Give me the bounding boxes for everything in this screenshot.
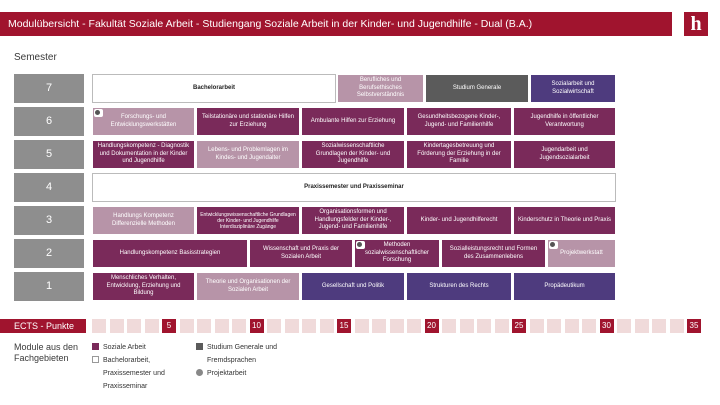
- module-stationaere-hilfen[interactable]: Teilstationäre und stationäre Hilfen zur Erziehung: [196, 107, 300, 136]
- legend-projektarbeit: [196, 367, 296, 380]
- legend-label: Projektarbeit: [207, 370, 247, 377]
- ects-box: [390, 319, 404, 333]
- ects-box: [127, 319, 141, 333]
- module-studium-generale[interactable]: Studium Generale: [425, 74, 529, 103]
- module-forschungswerkstaetten[interactable]: Forschungs- und Entwicklungswerkstätten: [92, 107, 195, 136]
- ects-box: [495, 319, 509, 333]
- module-organisationsformen[interactable]: Organisationsformen und Handlungsfelder der Kinder-, Jugend- und Familienhilfe: [301, 206, 405, 235]
- semester-label: Semester: [14, 52, 57, 63]
- legend-label: Studium Generale und Fremdsprachen: [207, 344, 278, 364]
- module-kinderschutz[interactable]: Kinderschutz in Theorie und Praxis: [513, 206, 616, 235]
- module-bachelorarbeit[interactable]: Bachelorarbeit: [92, 74, 336, 103]
- legend-swatch: [196, 343, 203, 350]
- ects-box: [267, 319, 281, 333]
- module-gesellschaft-politik[interactable]: Gesellschaft und Politik: [301, 272, 405, 301]
- projektarbeit-icon: [356, 241, 365, 249]
- ects-box: [320, 319, 334, 333]
- projektarbeit-icon: [549, 241, 558, 249]
- module-entwicklungswissenschaft[interactable]: Entwicklungswissenschaftliche Grundlagen der Kinder- und Jugendhilfe Interdisziplinäre Zugänge: [196, 206, 300, 235]
- semester-4: 4: [14, 173, 84, 202]
- module-diagnostik-dokumentation[interactable]: Handlungskompetenz - Diagnostik und Dokumentation in der Kinder und Jugendhilfe: [92, 140, 195, 169]
- ects-mark: 15: [337, 319, 351, 333]
- legend-label: Soziale Arbeit: [103, 344, 146, 351]
- ects-mark: 30: [600, 319, 614, 333]
- semester-1: 1: [14, 272, 84, 301]
- ects-box: [110, 319, 124, 333]
- module-praxissemester[interactable]: Praxissemester und Praxisseminar: [92, 173, 616, 202]
- legend-bachelor-praxis: [92, 354, 183, 393]
- ects-box: [215, 319, 229, 333]
- ects-box: [407, 319, 421, 333]
- ects-label: ECTS - Punkte: [0, 319, 86, 333]
- module-sozialleistungsrecht[interactable]: Sozialleistungsrecht und Formen des Zusammenlebens: [441, 239, 546, 268]
- module-jugendhilfe-oeffentlich[interactable]: Jugendhilfe in öffentlicher Verantwortung: [513, 107, 616, 136]
- semester-2: 2: [14, 239, 84, 268]
- ects-box: [197, 319, 211, 333]
- ects-box: [145, 319, 159, 333]
- module-sozialwiss-grundlagen[interactable]: Sozialwissenschaftliche Grundlagen der Kinder- und Jugendhilfe: [301, 140, 405, 169]
- semester-5: 5: [14, 140, 84, 169]
- ects-box: [285, 319, 299, 333]
- ects-box: [477, 319, 491, 333]
- ects-mark: 10: [250, 319, 264, 333]
- ects-box: [652, 319, 666, 333]
- semester-3: 3: [14, 206, 84, 235]
- ects-mark: 20: [425, 319, 439, 333]
- module-kindertagesbetreuung[interactable]: Kindertagesbetreuung und Förderung der Erziehung in der Familie: [406, 140, 512, 169]
- legend-swatch: [92, 343, 99, 350]
- ects-box: [670, 319, 684, 333]
- module-wissenschaft-praxis[interactable]: Wissenschaft und Praxis der Sozialen Arbeit: [249, 239, 353, 268]
- ects-mark: 35: [687, 319, 701, 333]
- ects-box: [442, 319, 456, 333]
- module-berufliches-selbstverstaendnis[interactable]: Berufliches und Berufsethisches Selbstverständnis: [337, 74, 424, 103]
- logo-icon: h: [684, 12, 708, 36]
- ects-mark: 5: [162, 319, 176, 333]
- legend-soziale-arbeit: [92, 341, 192, 354]
- ects-box: [617, 319, 631, 333]
- legend-swatch: [92, 356, 99, 363]
- ects-box: [92, 319, 106, 333]
- module-propaedeutikum[interactable]: Propädeutikum: [513, 272, 616, 301]
- ects-box: [530, 319, 544, 333]
- module-menschliches-verhalten[interactable]: Menschliches Verhalten, Entwicklung, Erziehung und Bildung: [92, 272, 195, 301]
- module-gesundheitsbezogene-hilfe[interactable]: Gesundheitsbezogene Kinder-, Jugend- und Familienhilfe: [406, 107, 512, 136]
- module-forschungsmethoden[interactable]: Methoden sozialwissenschaftlicher Forschung: [354, 239, 440, 268]
- ects-box: [232, 319, 246, 333]
- ects-box: [460, 319, 474, 333]
- module-strukturen-recht[interactable]: Strukturen des Rechts: [406, 272, 512, 301]
- module-lebens-problemlagen[interactable]: Lebens- und Problemlagen im Kindes- und Jugendalter: [196, 140, 300, 169]
- module-projektwerkstatt[interactable]: Projektwerkstatt: [547, 239, 616, 268]
- semester-6: 6: [14, 107, 84, 136]
- ects-mark: 25: [512, 319, 526, 333]
- module-differenzielle-methoden[interactable]: Handlungs Kompetenz Differenzielle Methoden: [92, 206, 195, 235]
- ects-box: [547, 319, 561, 333]
- legend-studium-generale: [196, 341, 307, 367]
- module-theorie-organisationen[interactable]: Theorie und Organisationen der Sozialen Arbeit: [196, 272, 300, 301]
- module-basisstrategien[interactable]: Handlungskompetenz Basisstrategien: [92, 239, 248, 268]
- page-header: Modulübersicht - Fakultät Soziale Arbeit - Studiengang Soziale Arbeit in der Kinder- und Jugendhilfe - Dual (B.A.): [0, 12, 672, 36]
- ects-box: [355, 319, 369, 333]
- module-sozialarbeit-sozialwirtschaft[interactable]: Sozialarbeit und Sozialwirtschaft: [530, 74, 616, 103]
- projektarbeit-icon: [196, 369, 203, 376]
- ects-box: [302, 319, 316, 333]
- legend-label: Bachelorarbeit, Praxissemester und Praxisseminar: [103, 357, 165, 390]
- ects-box: [372, 319, 386, 333]
- ects-box: [565, 319, 579, 333]
- legend-title: Module aus den Fachgebieten: [14, 342, 79, 363]
- ects-box: [582, 319, 596, 333]
- ects-box: [180, 319, 194, 333]
- semester-7: 7: [14, 74, 84, 103]
- ects-box: [635, 319, 649, 333]
- module-jugendarbeit[interactable]: Jugendarbeit und Jugendsozialarbeit: [513, 140, 616, 169]
- projektarbeit-icon: [94, 109, 103, 117]
- module-kinder-jugendhilferecht[interactable]: Kinder- und Jugendhilferecht: [406, 206, 512, 235]
- module-ambulante-hilfen[interactable]: Ambulante Hilfen zur Erziehung: [301, 107, 405, 136]
